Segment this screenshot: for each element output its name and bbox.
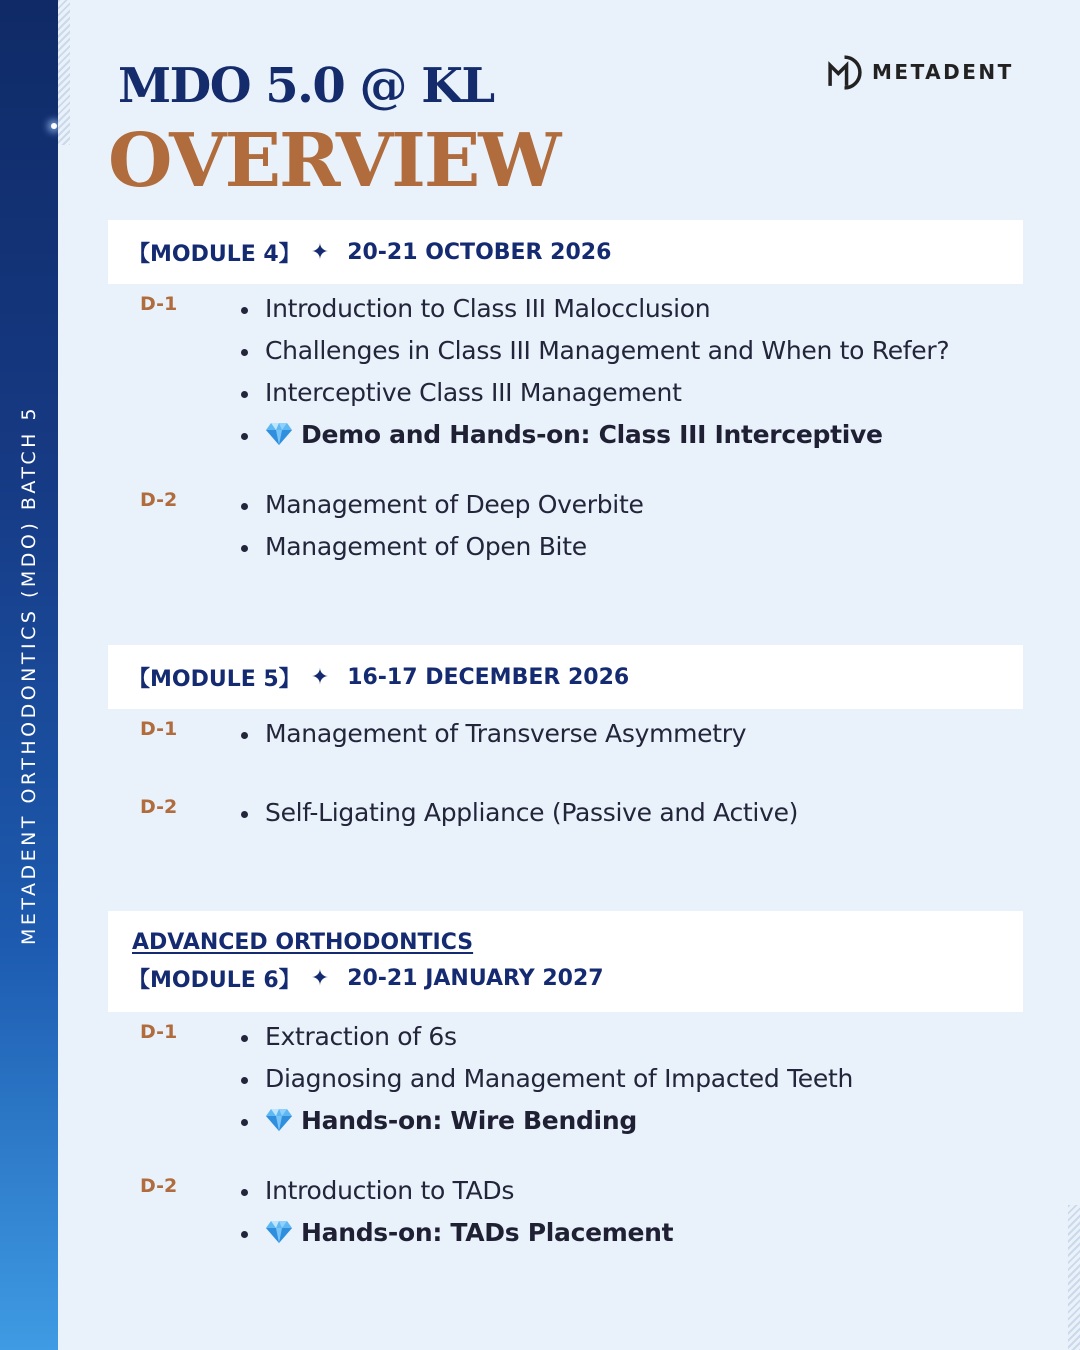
day-label: D-1 <box>140 718 178 740</box>
topic-item: Challenges in Class III Management and When to Refer? <box>238 330 949 372</box>
topic-list <box>238 288 949 456</box>
topic-text: Hands-on: TADs Placement <box>301 1218 674 1247</box>
day-label: D-1 <box>140 293 178 315</box>
module-6-header <box>108 911 1023 1012</box>
topic-item-highlight <box>238 1212 673 1254</box>
glow-dot <box>51 123 57 129</box>
module-date: 20-21 JANUARY 2027 <box>347 965 604 991</box>
topic-text: Hands-on: Wire Bending <box>301 1106 637 1135</box>
module-title-line <box>128 963 1023 994</box>
day-label: D-1 <box>140 1021 178 1043</box>
topic-text: Demo and Hands-on: Class III Interceptive <box>301 420 883 449</box>
module-label: 【MODULE 6】 <box>128 967 301 993</box>
gem-icon <box>265 1108 293 1132</box>
module-date: 20-21 OCTOBER 2026 <box>347 239 612 265</box>
brand-logo <box>826 54 1014 90</box>
module-label: 【MODULE 4】 <box>128 241 301 267</box>
page-subtitle: OVERVIEW <box>108 118 560 204</box>
topic-list <box>238 713 746 755</box>
sidebar-batch-label: METADENT ORTHODONTICS (MDO) BATCH 5 <box>18 404 40 946</box>
day-label: D-2 <box>140 489 178 511</box>
topic-item: Management of Open Bite <box>238 526 644 568</box>
topic-item: Management of Deep Overbite <box>238 484 644 526</box>
topic-list <box>238 1170 673 1254</box>
gem-icon <box>265 1220 293 1244</box>
page-title: MDO 5.0 @ KL <box>118 58 494 114</box>
topic-item: Extraction of 6s <box>238 1016 853 1058</box>
star-icon: ✦ <box>310 664 330 690</box>
topic-list <box>238 1016 853 1142</box>
module-5-header <box>108 645 1023 709</box>
topic-item: Diagnosing and Management of Impacted Teeth <box>238 1058 853 1100</box>
decorative-stripes-top <box>58 0 70 145</box>
sidebar-banner <box>0 0 58 1350</box>
topic-item: Introduction to Class III Malocclusion <box>238 288 949 330</box>
section-label: ADVANCED ORTHODONTICS <box>132 929 474 955</box>
topic-item: Management of Transverse Asymmetry <box>238 713 746 755</box>
metadent-logo-icon <box>826 54 863 91</box>
gem-icon <box>265 422 293 446</box>
logo-wordmark: METADENT <box>872 60 1014 84</box>
topic-item: Introduction to TADs <box>238 1170 673 1212</box>
module-date: 16-17 DECEMBER 2026 <box>347 664 630 690</box>
module-label: 【MODULE 5】 <box>128 666 301 692</box>
star-icon: ✦ <box>310 965 330 991</box>
topic-item-highlight <box>238 414 949 456</box>
day-label: D-2 <box>140 1175 178 1197</box>
decorative-stripes-bottom <box>1068 1205 1080 1350</box>
topic-item-highlight <box>238 1100 853 1142</box>
module-4-header <box>108 220 1023 284</box>
topic-item: Self-Ligating Appliance (Passive and Active) <box>238 792 798 834</box>
topic-list <box>238 484 644 568</box>
topic-list <box>238 792 798 834</box>
module-title-line <box>128 662 1023 693</box>
module-title-line <box>128 237 1023 268</box>
day-label: D-2 <box>140 796 178 818</box>
topic-item: Interceptive Class III Management <box>238 372 949 414</box>
star-icon: ✦ <box>310 239 330 265</box>
